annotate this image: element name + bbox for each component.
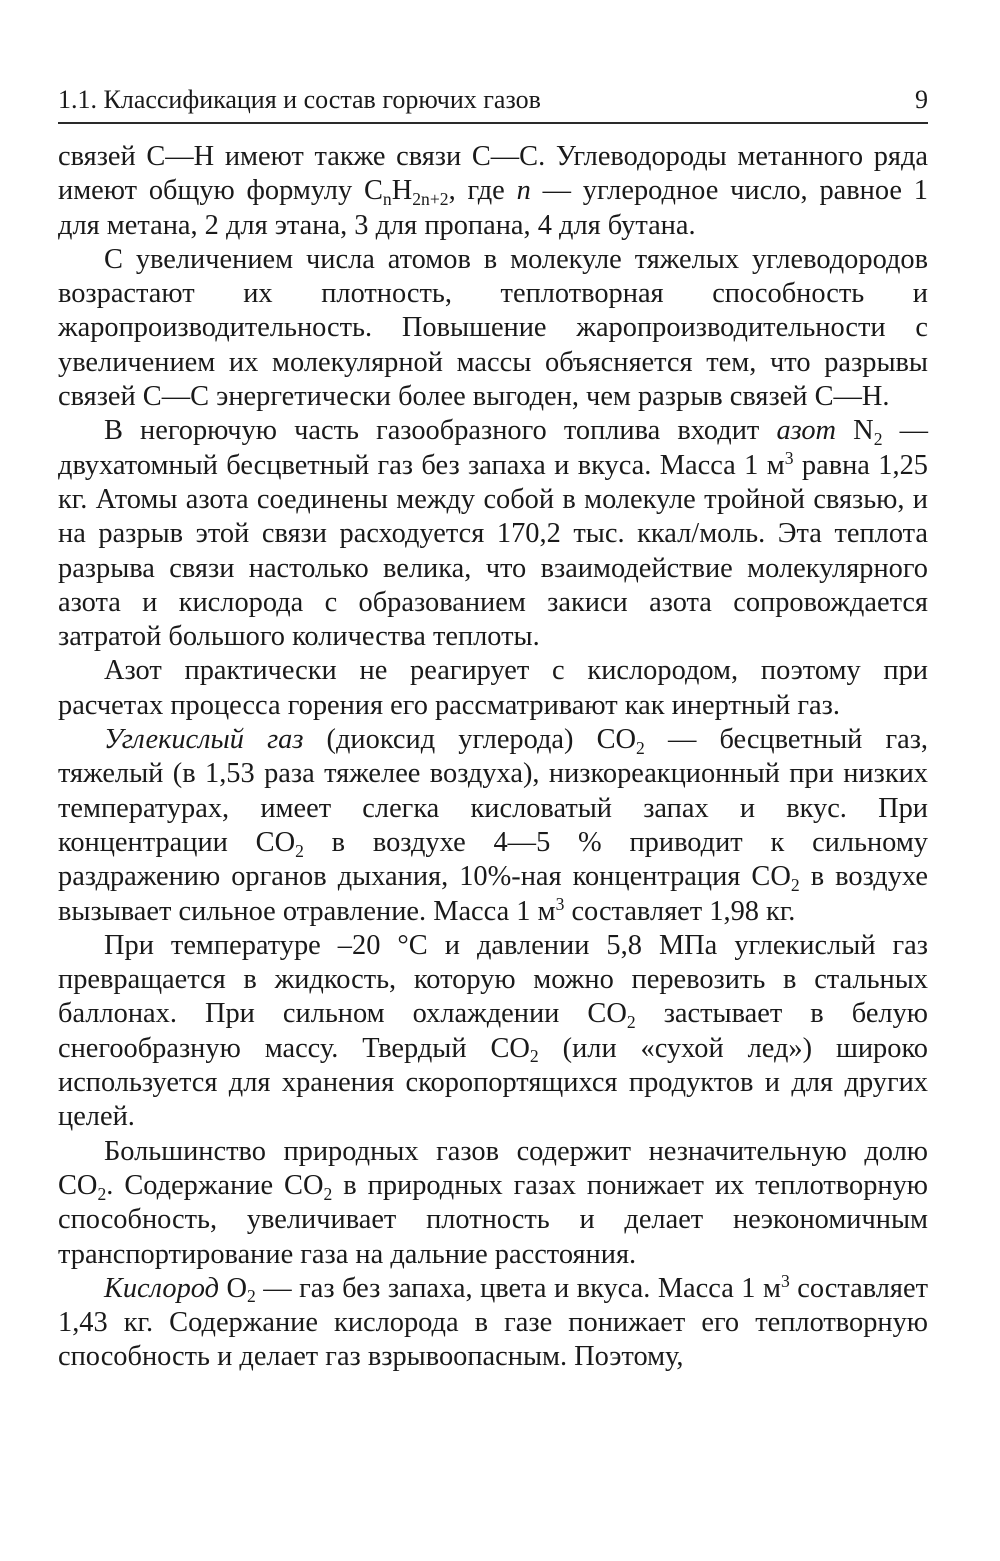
text-run: , где <box>448 175 517 207</box>
italic-term: n <box>516 175 531 207</box>
superscript: 3 <box>555 893 565 914</box>
subscript: 2 <box>790 874 800 895</box>
subscript: 2 <box>873 429 883 449</box>
italic-term: Углекислый газ <box>104 724 304 756</box>
paragraph <box>58 1135 928 1272</box>
paragraph <box>58 723 928 929</box>
subscript: 2 <box>323 1183 333 1204</box>
running-header <box>58 82 928 118</box>
superscript: 3 <box>784 448 794 468</box>
subscript: 2 <box>246 1286 256 1307</box>
text-run: в природных газах понижает их теплотворную способность, увеличивает плотность и делает неэкономичным транспортирование газа на дальние расстояния. <box>58 1169 928 1270</box>
subscript: 2 <box>626 1012 636 1033</box>
page-number: 9 <box>915 85 928 114</box>
text-run: Большинство природных газов содержит незначительную долю СО <box>58 1135 928 1201</box>
subscript: 2 <box>295 840 304 861</box>
subscript: n <box>382 188 392 209</box>
text-run: Азот практически не реагирует с кислородом, поэтому при расчетах процесса горения его рассматривают как инертный газ. <box>58 655 928 721</box>
section-title: 1.1. Классификация и состав горючих газов <box>58 85 541 114</box>
text-run: O <box>218 1272 247 1304</box>
subscript: 2n+2 <box>412 188 449 209</box>
paragraph <box>58 1272 928 1375</box>
paragraph <box>58 929 928 1135</box>
text-run: составляет 1,43 кг. Содержание кислорода в газе понижает его теплотворную способность и делает газ взрывоопасным. Поэтому, <box>58 1272 928 1373</box>
text-run: — углеродное число, равное 1 для метана, 2 для этана, 3 для пропана, 4 для бутана. <box>58 175 928 241</box>
text-run: — газ без запаха, цвета и вкуса. Масса 1 м <box>255 1272 781 1304</box>
italic-term: Кислород <box>104 1272 219 1304</box>
header-rule <box>58 122 928 124</box>
text-run: При температуре –20 °С и давлении 5,8 МПа углекислый газ превращается в жидкость, которую можно перевозить в стальных баллонах. При сильном охлаждении СО <box>58 929 928 1030</box>
subscript: 2 <box>636 737 645 758</box>
paragraph <box>58 243 928 414</box>
text-run: в воздухе вызывает сильное отравление. Масса 1 м <box>58 861 928 927</box>
paragraph <box>58 654 928 723</box>
text-run: (диоксид углерода) СО <box>303 724 637 756</box>
text-run: в воздухе 4—5 % приводит к сильному раздражению органов дыхания, 10%-ная концентрация СО <box>58 826 928 893</box>
text-run: (или «сухой лед») широко используется для хранения скоропортящихся продуктов и для других целей. <box>58 1032 928 1133</box>
text-run: В негорючую часть газообразного топлива входит <box>104 415 777 447</box>
text-run: — бесцветный газ, тяжелый (в 1,53 раза тяжелее воздуха), низкореакционный при низких температурах, имеет слегка кисловатый запах и вкус. При концентрации СО <box>58 724 929 858</box>
text-run: N <box>836 415 874 447</box>
paragraph <box>58 140 928 243</box>
text-run: С увеличением числа атомов в молекуле тяжелых углеводородов возрастают их плотность, теплотворная способность и жаропроизводительность. Повышение жаропроизводительности с увеличением их молекулярной массы объясняется тем, что разрывы связей С—С энергетически более выгоден, чем разрыв связей С—Н. <box>58 243 928 413</box>
text-run: . Содержание СО <box>106 1169 324 1201</box>
subscript: 2 <box>529 1046 539 1067</box>
text-run: застывает в белую снегообразную массу. Твердый СО <box>58 998 928 1064</box>
subscript: 2 <box>97 1183 107 1204</box>
text-run: равна 1,25 кг. Атомы азота соединены между собой в молекуле тройной связью, и на разрыв этой связи расходуется 170,2 тыс. ккал/моль. Эта теплота разрыва связи настолько велика, что взаимодействие молекулярного азота и кислорода с образованием закиси азота сопровождается затратой большого количества теплоты. <box>58 449 928 653</box>
text-run: связей С—Н имеют также связи С—С. Углеводороды метанного ряда имеют общую формулу С <box>58 141 928 207</box>
italic-term: азот <box>776 415 837 447</box>
text-run: Н <box>391 175 413 207</box>
body-text <box>58 140 928 1375</box>
paragraph <box>58 414 928 654</box>
text-run: составляет 1,98 кг. <box>564 895 796 927</box>
text-run: — двухатомный бесцветный газ без запаха и вкуса. Масса 1 м <box>58 415 928 481</box>
superscript: 3 <box>780 1271 790 1292</box>
